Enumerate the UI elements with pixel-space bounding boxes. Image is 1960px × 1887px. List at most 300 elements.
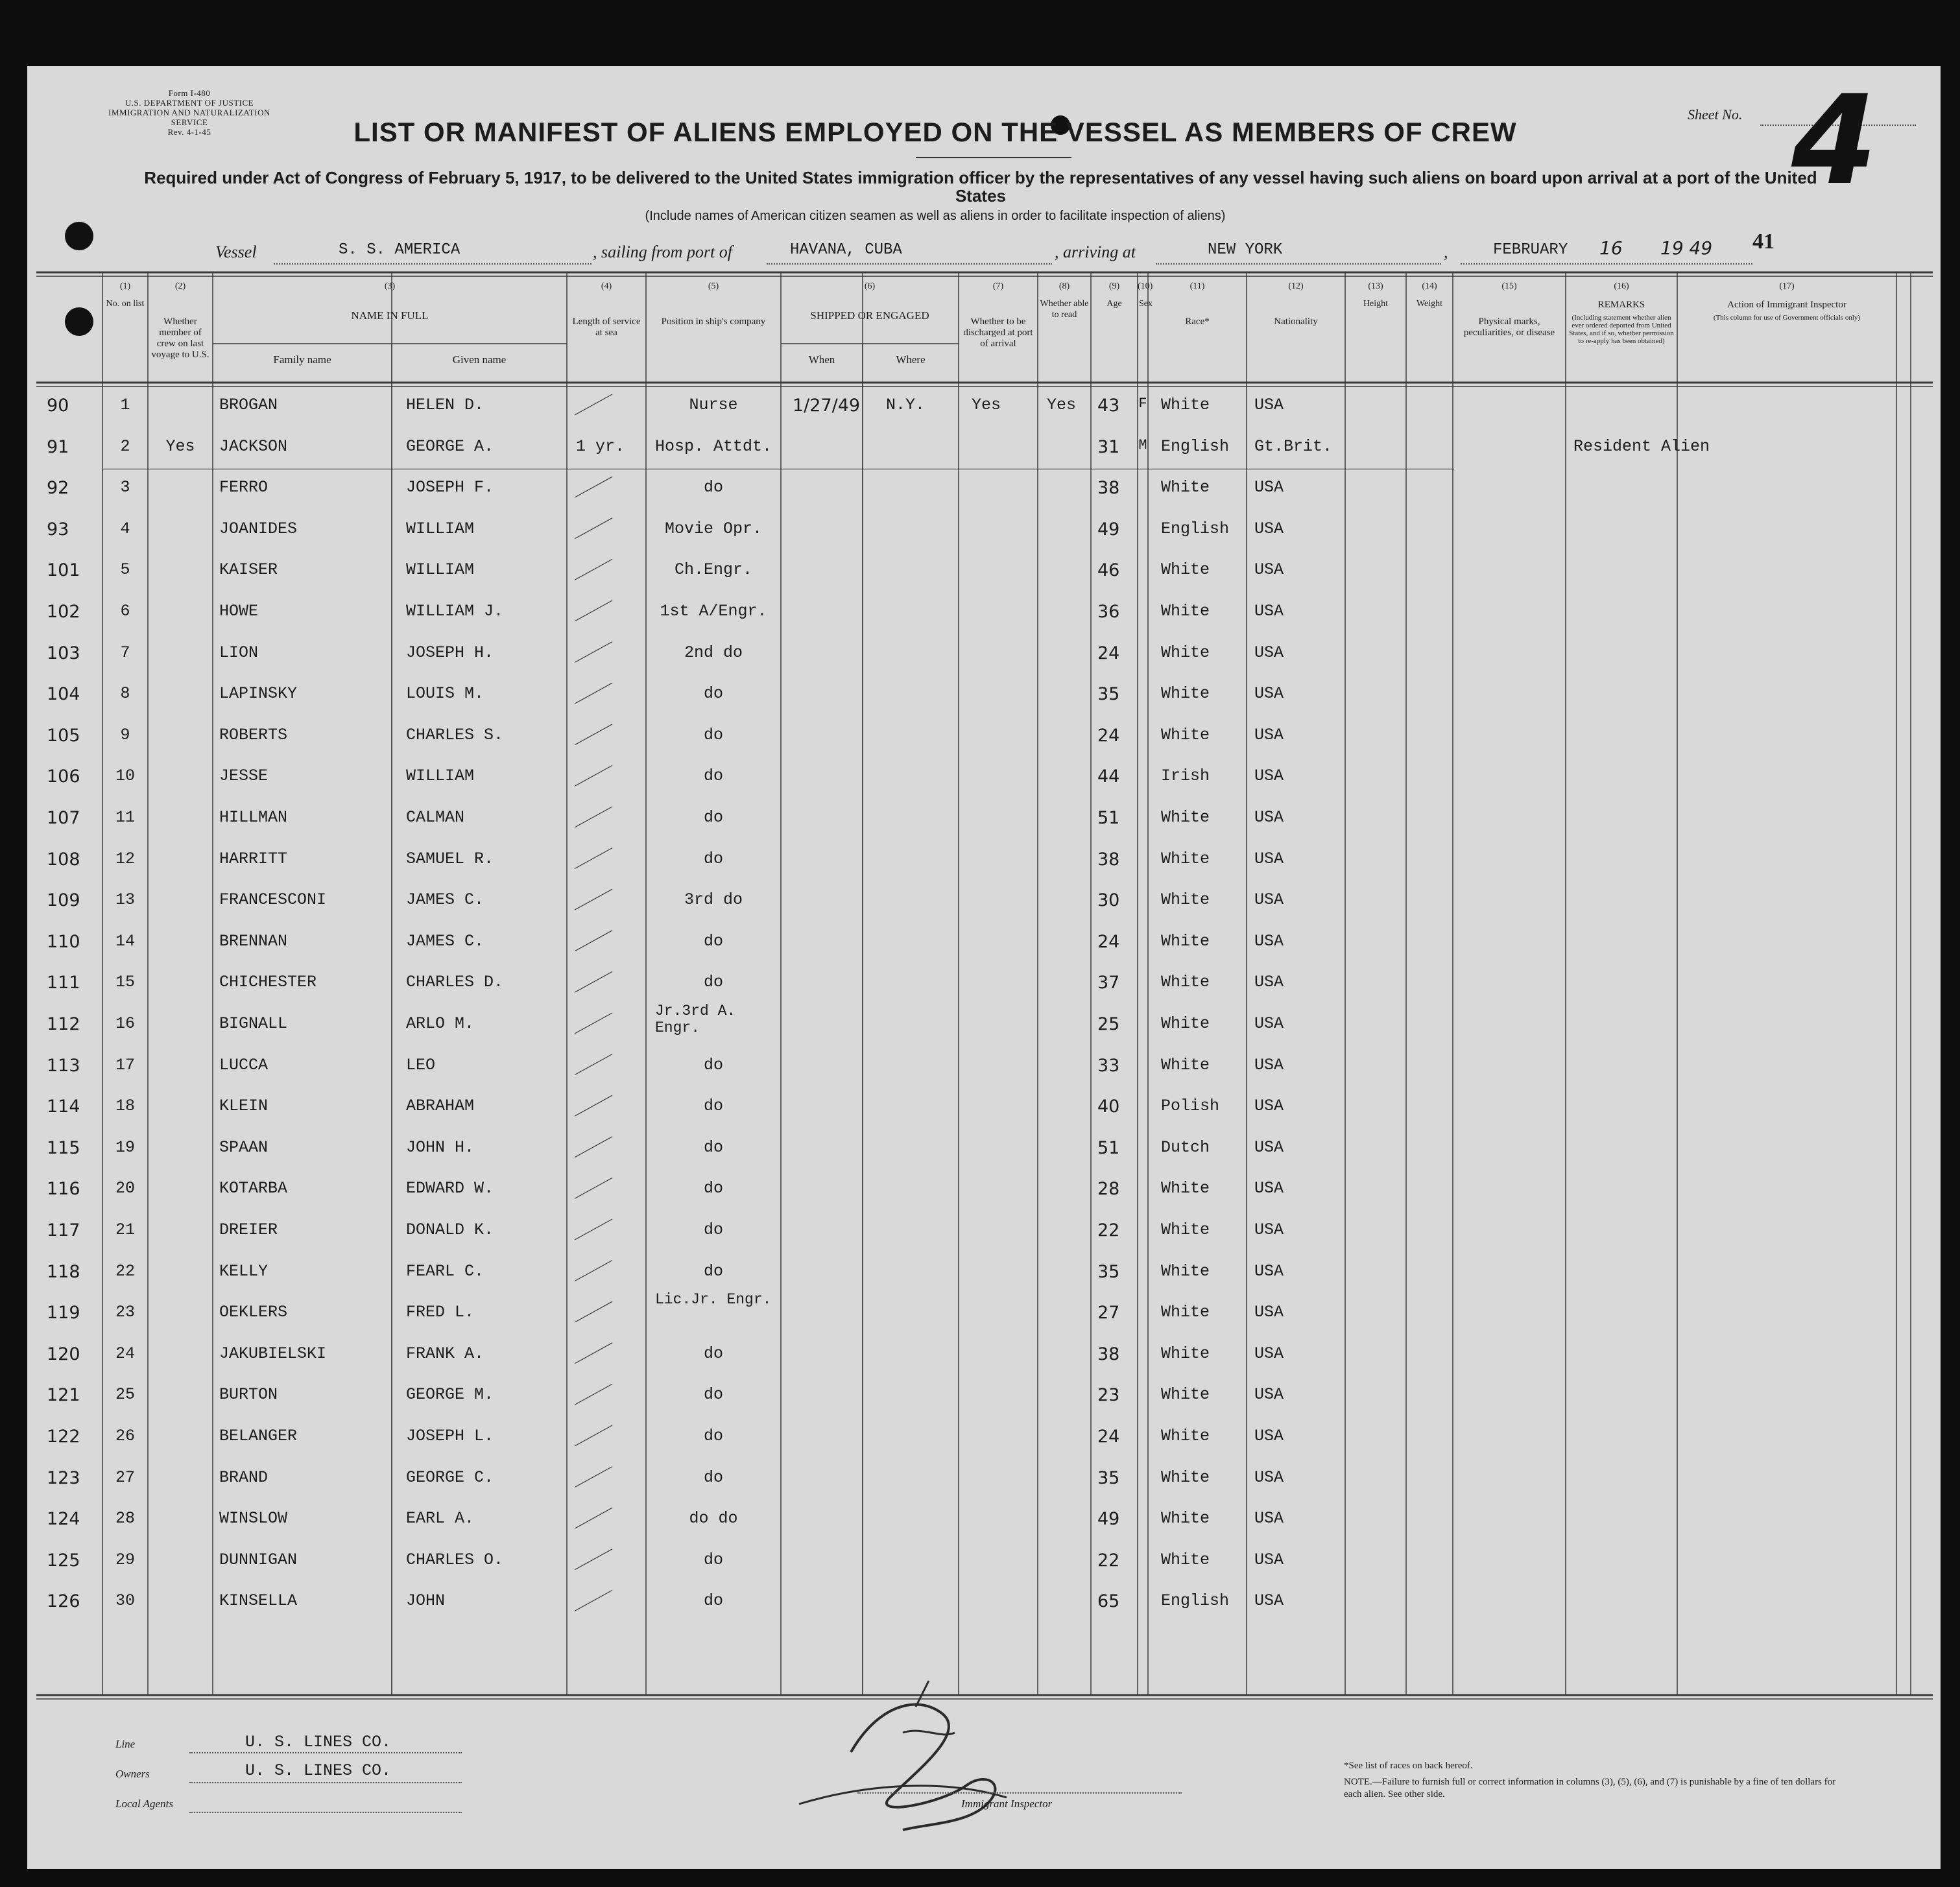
row-number: 9 xyxy=(120,725,130,744)
column-header-label: SHIPPED OR ENGAGED xyxy=(810,309,929,322)
race: Irish xyxy=(1161,766,1210,786)
column-header-label: No. on list xyxy=(106,299,145,309)
nationality: USA xyxy=(1254,1509,1284,1528)
race: White xyxy=(1161,1261,1210,1281)
position: do xyxy=(703,1591,723,1611)
owners-underline xyxy=(189,1782,462,1783)
nationality: USA xyxy=(1254,602,1284,621)
age: 38 xyxy=(1097,478,1120,499)
age: 22 xyxy=(1097,1550,1120,1571)
margin-number: 118 xyxy=(47,1261,80,1282)
row-number: 17 xyxy=(115,1055,135,1074)
race: English xyxy=(1161,436,1230,456)
age: 24 xyxy=(1097,643,1120,663)
position: do xyxy=(703,1385,723,1405)
table-row xyxy=(27,1262,1941,1303)
remarks: Resident Alien xyxy=(1573,436,1710,456)
race: White xyxy=(1161,1220,1210,1239)
race: White xyxy=(1161,931,1210,951)
row-number: 29 xyxy=(115,1550,135,1569)
race: Dutch xyxy=(1161,1137,1210,1157)
age: 65 xyxy=(1097,1591,1120,1612)
age: 24 xyxy=(1097,725,1120,746)
table-row xyxy=(27,478,1941,519)
given-name: ABRAHAM xyxy=(406,1097,475,1116)
age: 51 xyxy=(1097,808,1120,828)
table-row xyxy=(27,684,1941,726)
nationality: USA xyxy=(1254,849,1284,868)
age: 44 xyxy=(1097,766,1120,787)
race: English xyxy=(1161,1591,1230,1611)
race: White xyxy=(1161,1550,1210,1569)
row-number: 23 xyxy=(115,1303,135,1322)
column-header-label: Whether able to read xyxy=(1040,299,1089,320)
age: 31 xyxy=(1097,436,1120,457)
row-number: 4 xyxy=(120,519,130,538)
race: Polish xyxy=(1161,1097,1220,1116)
given-name: WILLIAM J. xyxy=(406,602,504,621)
given-name: CHARLES D. xyxy=(406,973,504,992)
position: Hosp. Attdt. xyxy=(654,436,772,456)
given-name: DONALD K. xyxy=(406,1220,494,1239)
arrival-month: FEBRUARY xyxy=(1493,241,1568,259)
margin-number: 105 xyxy=(47,725,80,746)
nationality: USA xyxy=(1254,1014,1284,1033)
given-name: JAMES C. xyxy=(406,931,484,951)
family-name: BELANGER xyxy=(219,1427,298,1445)
row-number: 5 xyxy=(120,560,130,580)
column-number: (10) xyxy=(1138,281,1153,291)
sheet-number-label: Sheet No. xyxy=(1688,106,1743,123)
margin-number: 123 xyxy=(47,1467,80,1488)
row-number: 16 xyxy=(115,1014,135,1033)
column-number: (4) xyxy=(601,281,612,291)
race: White xyxy=(1161,1427,1210,1445)
margin-number: 122 xyxy=(47,1427,80,1447)
age: 25 xyxy=(1097,1014,1120,1034)
row-number: 30 xyxy=(115,1591,135,1611)
position: do xyxy=(703,725,723,744)
discharged: Yes xyxy=(972,396,1001,414)
race: White xyxy=(1161,478,1210,497)
table-row xyxy=(27,437,1941,479)
position: do xyxy=(703,1344,723,1363)
family-name: BURTON xyxy=(219,1385,278,1405)
position: 2nd do xyxy=(684,643,743,662)
column-number: (16) xyxy=(1614,281,1629,291)
inspector-label: Immigrant Inspector xyxy=(961,1798,1053,1810)
sailing-label: , sailing from port of xyxy=(593,243,733,261)
row-number: 28 xyxy=(115,1509,135,1528)
nationality: Gt.Brit. xyxy=(1254,436,1333,456)
penalty-footnote: NOTE.—Failure to furnish full or correct information in columns (3), (5), (6), and (7) is punishable by a fine of ten dollars for each alien. See other side. xyxy=(1344,1777,1836,1799)
position: do do xyxy=(689,1509,738,1528)
family-name: JAKUBIELSKI xyxy=(219,1344,327,1363)
given-name: CHARLES O. xyxy=(406,1550,504,1569)
given-name: WILLIAM xyxy=(406,560,475,580)
arrival-year: 19 49 xyxy=(1660,237,1713,259)
nationality: USA xyxy=(1254,643,1284,662)
row-number: 2 xyxy=(120,436,130,456)
nationality: USA xyxy=(1254,808,1284,827)
date-separator: , xyxy=(1444,243,1448,261)
column-number: (5) xyxy=(708,281,719,291)
column-number: (7) xyxy=(992,281,1004,291)
line-underline xyxy=(189,1752,462,1753)
nationality: USA xyxy=(1254,1220,1284,1239)
position: do xyxy=(703,684,723,704)
given-name: WILLIAM xyxy=(406,766,475,786)
age: 28 xyxy=(1097,1179,1120,1200)
row-number: 8 xyxy=(120,684,130,704)
table-row xyxy=(27,1468,1941,1510)
margin-number: 104 xyxy=(47,684,80,705)
position: do xyxy=(703,478,723,497)
family-name: KINSELLA xyxy=(219,1591,298,1611)
race: White xyxy=(1161,1055,1210,1074)
age: 35 xyxy=(1097,1261,1120,1282)
nationality: USA xyxy=(1254,1137,1284,1157)
column-header-label: Age xyxy=(1106,299,1122,309)
position: 3rd do xyxy=(684,890,743,910)
owners-value: U. S. LINES CO. xyxy=(245,1761,392,1780)
row-number: 6 xyxy=(120,602,130,621)
position: do xyxy=(703,1427,723,1445)
column-subheader: Given name xyxy=(452,353,507,366)
table-row xyxy=(27,1056,1941,1097)
arriving-label: , arriving at xyxy=(1055,243,1136,261)
age: 24 xyxy=(1097,1427,1120,1447)
family-name: LUCCA xyxy=(219,1055,269,1074)
form-number: Form I-480 xyxy=(168,88,211,98)
row-number: 26 xyxy=(115,1427,135,1445)
margin-number: 126 xyxy=(47,1591,80,1612)
table-row xyxy=(27,1509,1941,1550)
inspector-signature xyxy=(773,1668,1046,1862)
margin-number: 114 xyxy=(47,1097,80,1117)
nationality: USA xyxy=(1254,1550,1284,1569)
nationality: USA xyxy=(1254,725,1284,744)
table-row xyxy=(27,396,1941,437)
nationality: USA xyxy=(1254,890,1284,910)
family-name: JOANIDES xyxy=(219,519,298,538)
family-name: BRENNAN xyxy=(219,931,288,951)
nationality: USA xyxy=(1254,1055,1284,1074)
family-name: BROGAN xyxy=(219,396,278,414)
race: White xyxy=(1161,849,1210,868)
able-to-read: Yes xyxy=(1047,396,1077,414)
agents-underline xyxy=(189,1812,462,1813)
sex: F xyxy=(1138,396,1147,412)
table-row xyxy=(27,1550,1941,1592)
column-header-label: Sex xyxy=(1139,299,1153,309)
subtitle-note: (Include names of American citizen seamen as well as aliens in order to facilitate inspection of aliens) xyxy=(645,209,1226,223)
nationality: USA xyxy=(1254,931,1284,951)
position: do xyxy=(703,973,723,992)
form-revision: Rev. 4-1-45 xyxy=(167,127,211,137)
margin-number: 92 xyxy=(47,478,69,499)
margin-number: 108 xyxy=(47,849,80,870)
position: Lic.Jr. Engr. xyxy=(655,1291,772,1309)
nationality: USA xyxy=(1254,973,1284,992)
nationality: USA xyxy=(1254,519,1284,538)
race: White xyxy=(1161,973,1210,992)
nationality: USA xyxy=(1254,1097,1284,1116)
position: do xyxy=(703,931,723,951)
column-number: (17) xyxy=(1779,281,1795,291)
family-name: HOWE xyxy=(219,602,259,621)
row-number: 7 xyxy=(120,643,130,662)
given-name: LOUIS M. xyxy=(406,684,484,704)
given-name: EARL A. xyxy=(406,1509,475,1528)
margin-number: 112 xyxy=(47,1014,80,1034)
margin-number: 107 xyxy=(47,808,80,828)
margin-number: 103 xyxy=(47,643,80,663)
column-header-label: Position in ship's company xyxy=(661,316,766,327)
column-header-label: REMARKS xyxy=(1597,300,1645,310)
agents-label: Local Agents xyxy=(115,1798,173,1810)
position: do xyxy=(703,1467,723,1487)
column-subheader: Where xyxy=(896,353,926,366)
family-name: KAISER xyxy=(219,560,278,580)
given-name: JOHN xyxy=(406,1591,446,1611)
page-subtitle: Required under Act of Congress of February 5, 1917, to be delivered to the United States immigration officer by the representatives of any vessel having such aliens on board upon arrival at a port of the United States xyxy=(144,168,1817,206)
column-number: (2) xyxy=(174,281,186,291)
table-row xyxy=(27,602,1941,643)
given-name: FEARL C. xyxy=(406,1261,484,1281)
margin-number: 93 xyxy=(47,519,69,540)
position: Jr.3rd A. Engr. xyxy=(655,1003,736,1036)
row-number: 1 xyxy=(120,396,130,414)
column-number: (3) xyxy=(384,281,396,291)
age: 46 xyxy=(1097,560,1120,581)
table-row xyxy=(27,519,1941,561)
margin-number: 120 xyxy=(47,1344,80,1364)
row-number: 24 xyxy=(115,1344,135,1363)
column-header-label: Length of service at sea xyxy=(572,316,641,338)
sheet-number: 4 xyxy=(1791,69,1878,212)
race: White xyxy=(1161,890,1210,910)
page-mark: 41 xyxy=(1752,230,1775,254)
manifest-sheet xyxy=(27,66,1941,1869)
race: White xyxy=(1161,684,1210,704)
race: White xyxy=(1161,602,1210,621)
given-name: SAMUEL R. xyxy=(406,849,494,868)
age: 38 xyxy=(1097,1344,1120,1364)
given-name: CHARLES S. xyxy=(406,725,504,744)
column-header-label: Action of Immigrant Inspector xyxy=(1727,300,1846,310)
family-name: DUNNIGAN xyxy=(219,1550,298,1569)
row-number: 13 xyxy=(115,890,135,910)
column-number: (15) xyxy=(1501,281,1517,291)
row-number: 10 xyxy=(115,766,135,786)
given-name: FRED L. xyxy=(406,1303,475,1322)
table-row xyxy=(27,766,1941,808)
form-department: U.S. DEPARTMENT OF JUSTICE xyxy=(125,98,254,108)
line-value: U. S. LINES CO. xyxy=(245,1733,392,1751)
column-number: (12) xyxy=(1288,281,1304,291)
position: 1st A/Engr. xyxy=(660,602,767,621)
position: Movie Opr. xyxy=(664,519,763,538)
table-row xyxy=(27,1591,1941,1633)
race: White xyxy=(1161,643,1210,662)
inspector-underline xyxy=(857,1792,1182,1794)
family-name: DREIER xyxy=(219,1220,278,1239)
margin-number: 111 xyxy=(47,973,80,993)
table-row xyxy=(27,643,1941,685)
age: 30 xyxy=(1097,890,1120,911)
age: 49 xyxy=(1097,519,1120,540)
races-footnote: *See list of races on back hereof. xyxy=(1344,1761,1473,1771)
column-number: (8) xyxy=(1058,281,1070,291)
column-header-label: Whether to be discharged at port of arrival xyxy=(963,316,1033,349)
family-name: OEKLERS xyxy=(219,1303,288,1322)
margin-number: 102 xyxy=(47,602,80,622)
table-row xyxy=(27,890,1941,932)
given-name: JOSEPH F. xyxy=(406,478,494,497)
family-name: KLEIN xyxy=(219,1097,269,1116)
family-name: HARRITT xyxy=(219,849,288,868)
row-number: 19 xyxy=(115,1137,135,1157)
given-name: JOHN H. xyxy=(406,1137,475,1157)
given-name: GEORGE A. xyxy=(406,436,494,456)
table-row xyxy=(27,1003,1941,1056)
table-row xyxy=(27,932,1941,973)
column-header-label: Height xyxy=(1363,299,1389,309)
position: do xyxy=(703,1550,723,1569)
row-number: 14 xyxy=(115,931,135,951)
position: do xyxy=(703,1137,723,1157)
row-number: 22 xyxy=(115,1261,135,1281)
margin-number: 115 xyxy=(47,1137,80,1158)
family-name: BRAND xyxy=(219,1467,269,1487)
vessel-name: S. S. AMERICA xyxy=(339,241,460,259)
age: 49 xyxy=(1097,1509,1120,1530)
race: White xyxy=(1161,1014,1210,1033)
position: do xyxy=(703,849,723,868)
table-row xyxy=(27,726,1941,767)
margin-number: 119 xyxy=(47,1303,80,1323)
position: do xyxy=(703,1179,723,1198)
position: do xyxy=(703,766,723,786)
column-header-note: (This column for use of Government officials only) xyxy=(1713,314,1861,322)
given-name: GEORGE M. xyxy=(406,1385,494,1405)
column-subheader: When xyxy=(808,353,835,366)
nationality: USA xyxy=(1254,766,1284,786)
column-number: (6) xyxy=(864,281,876,291)
margin-number: 110 xyxy=(47,931,80,952)
nationality: USA xyxy=(1254,478,1284,497)
position: do xyxy=(703,1055,723,1074)
position: do xyxy=(703,1097,723,1116)
family-name: SPAAN xyxy=(219,1137,269,1157)
family-name: LION xyxy=(219,643,259,662)
nationality: USA xyxy=(1254,1591,1284,1611)
race: English xyxy=(1161,519,1230,538)
table-row xyxy=(27,849,1941,891)
margin-number: 101 xyxy=(47,560,80,581)
shipped-where: N.Y. xyxy=(886,396,926,414)
column-header-label: Physical marks, peculiarities, or disease xyxy=(1463,316,1555,338)
owners-label: Owners xyxy=(115,1768,150,1780)
table-row xyxy=(27,560,1941,602)
row-number: 20 xyxy=(115,1179,135,1198)
column-subheader: Family name xyxy=(273,353,331,366)
length-of-service: 1 yr. xyxy=(576,436,625,456)
age: 43 xyxy=(1097,396,1120,416)
form-service: IMMIGRATION AND NATURALIZATION SERVICE xyxy=(108,108,270,127)
column-header-note: (Including statement whether alien ever ordered deported from United States, and if so, whether permission to re-apply has been obtained) xyxy=(1569,314,1674,345)
age: 35 xyxy=(1097,684,1120,705)
margin-number: 124 xyxy=(47,1509,80,1530)
age: 33 xyxy=(1097,1055,1120,1076)
age: 24 xyxy=(1097,931,1120,952)
table-row xyxy=(27,1097,1941,1138)
margin-number: 91 xyxy=(47,436,69,457)
given-name: CALMAN xyxy=(406,808,465,827)
sex: M xyxy=(1138,436,1147,453)
column-header-label: Nationality xyxy=(1274,316,1318,327)
position: do xyxy=(703,808,723,827)
age: 35 xyxy=(1097,1467,1120,1488)
column-header-label: NAME IN FULL xyxy=(351,309,429,322)
row-number: 18 xyxy=(115,1097,135,1116)
table-row xyxy=(27,1138,1941,1180)
arrival-port: NEW YORK xyxy=(1208,241,1283,259)
margin-number: 106 xyxy=(47,766,80,787)
margin-number: 121 xyxy=(47,1385,80,1406)
row-number: 25 xyxy=(115,1385,135,1405)
column-number: (14) xyxy=(1422,281,1437,291)
column-number: (13) xyxy=(1368,281,1383,291)
family-name: WINSLOW xyxy=(219,1509,288,1528)
departure-port: HAVANA, CUBA xyxy=(790,241,902,259)
margin-number: 109 xyxy=(47,890,80,911)
race: White xyxy=(1161,396,1210,414)
margin-number: 116 xyxy=(47,1179,80,1200)
nationality: USA xyxy=(1254,1385,1284,1405)
column-header-label: Whether member of crew on last voyage to U.S. xyxy=(151,316,209,360)
nationality: USA xyxy=(1254,1467,1284,1487)
given-name: LEO xyxy=(406,1055,436,1074)
table-row xyxy=(27,808,1941,849)
table-row xyxy=(27,1291,1941,1344)
race: White xyxy=(1161,1509,1210,1528)
age: 51 xyxy=(1097,1137,1120,1158)
page-title: LIST OR MANIFEST OF ALIENS EMPLOYED ON THE VESSEL AS MEMBERS OF CREW xyxy=(353,117,1517,147)
column-header-label: Weight xyxy=(1416,299,1443,309)
age: 40 xyxy=(1097,1097,1120,1117)
shipped-when: 1/27/49 xyxy=(793,396,861,416)
given-name: GEORGE C. xyxy=(406,1467,494,1487)
age: 27 xyxy=(1097,1303,1120,1323)
race: White xyxy=(1161,560,1210,580)
family-name: FERRO xyxy=(219,478,269,497)
column-number: (11) xyxy=(1189,281,1205,291)
row-number: 15 xyxy=(115,973,135,992)
arrival-day: 16 xyxy=(1599,237,1623,259)
given-name: FRANK A. xyxy=(406,1344,484,1363)
row-number: 11 xyxy=(115,808,135,827)
footnotes xyxy=(1344,1760,1837,1801)
age: 38 xyxy=(1097,849,1120,870)
nationality: USA xyxy=(1254,1344,1284,1363)
table-row xyxy=(27,1385,1941,1427)
table-row xyxy=(27,1344,1941,1386)
age: 37 xyxy=(1097,973,1120,993)
previous-voyage: Yes xyxy=(165,436,195,456)
margin-number: 117 xyxy=(47,1220,80,1240)
